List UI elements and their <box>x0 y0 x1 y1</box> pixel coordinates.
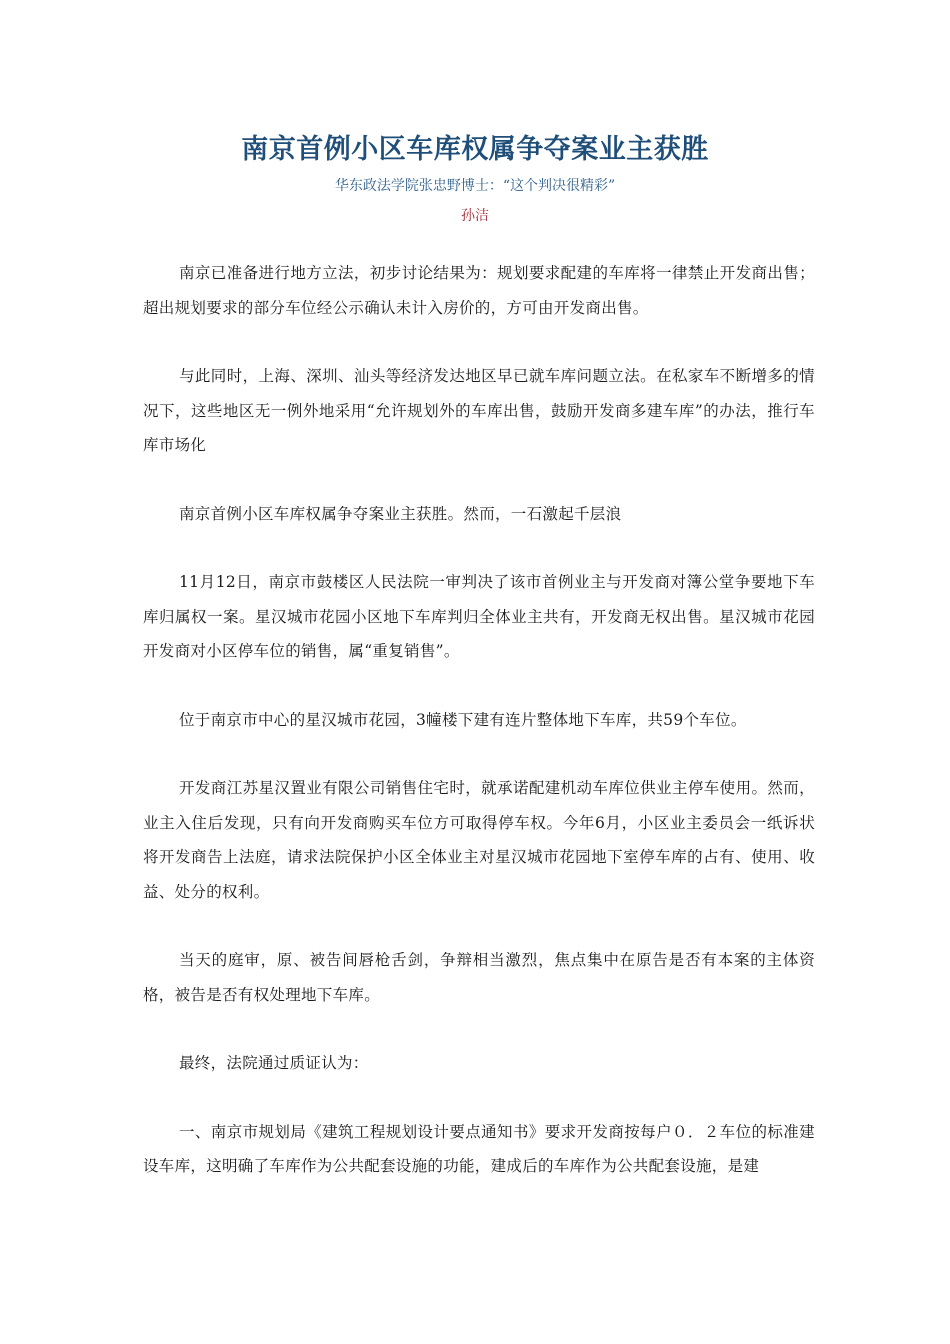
article-author: 孙洁 <box>461 208 489 224</box>
article-body <box>143 256 815 1218</box>
paragraph: 最终，法院通过质证认为： <box>179 1054 369 1072</box>
paragraph: 南京首例小区车库权属争夺案业主获胜。然而，一石激起千层浪 <box>179 504 622 523</box>
paragraph: 南京已准备进行地方立法，初步讨论结果为：规划要求配建的车库将一律禁止开发商出售；超出规划要求的部分车位经公示确认未计入房价的，方可由开发商出售。 <box>143 264 815 317</box>
paragraph: 一、南京市规划局《建筑工程规划设计要点通知书》要求开发商按每户０．２车位的标准建设车库，这明确了车库作为公共配套设施的功能，建成后的车库作为公共配套设施，是建 <box>143 1122 815 1175</box>
article-subtitle: 华东政法学院张忠野博士：“这个判决很精彩” <box>334 178 616 194</box>
paragraph: 开发商江苏星汉置业有限公司销售住宅时，就承诺配建机动车库位供业主停车使用。然而，业主入住后发现，只有向开发商购买车位方可取得停车权。今年6月，小区业主委员会一纸诉状将开发商告上法庭，请求法院保护小区全体业主对星汉城市花园地下室停车库的占有、使用、收益、处分的权利。 <box>143 779 815 901</box>
paragraph: 与此同时，上海、深圳、汕头等经济发达地区早已就车库问题立法。在私家车不断增多的情况下，这些地区无一例外地采用“允许规划外的车库出售，鼓励开发商多建车库”的办法，推行车库市场化 <box>143 367 815 454</box>
paragraph: 当天的庭审，原、被告间唇枪舌剑，争辩相当激烈，焦点集中在原告是否有本案的主体资格，被告是否有权处理地下车库。 <box>143 951 815 1004</box>
article-title: 南京首例小区车库权属争夺案业主获胜 <box>241 134 709 165</box>
paragraph: 11月12日，南京市鼓楼区人民法院一审判决了该市首例业主与开发商对簿公堂争要地下车库归属权一案。星汉城市花园小区地下车库判归全体业主共有，开发商无权出售。星汉城市花园开发商对小区停车位的销售，属“重复销售”。 <box>143 573 815 660</box>
paragraph: 位于南京市中心的星汉城市花园，3幢楼下建有连片整体地下车库，共59个车位。 <box>179 710 747 729</box>
